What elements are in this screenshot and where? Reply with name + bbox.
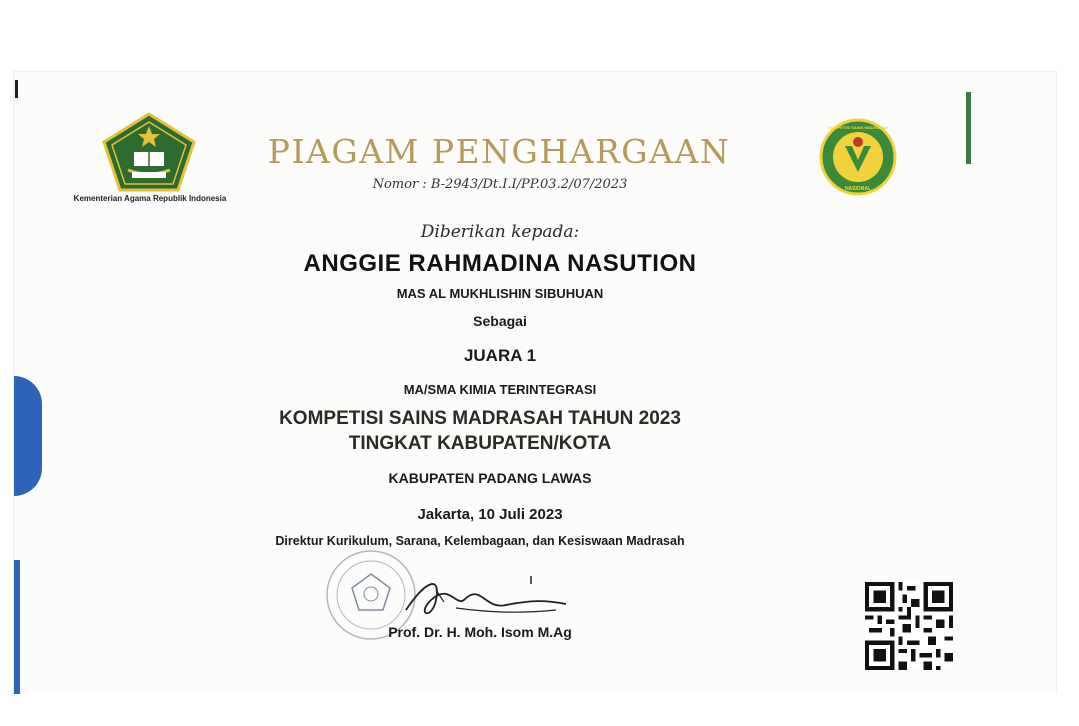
certificate-number: Nomor : B-2943/Dt.I.I/PP.03.2/07/2023 xyxy=(372,177,628,192)
ksm-logo-icon xyxy=(812,118,904,196)
kemenag-logo-icon xyxy=(100,112,198,192)
competition-category: MA/SMA KIMIA TERINTEGRASI xyxy=(403,382,597,397)
certificate-title: PIAGAM PENGHARGAAN xyxy=(267,132,731,171)
competition-level: TINGKAT KABUPATEN/KOTA xyxy=(348,433,612,454)
recipient-school: MAS AL MUKHLISHIN SIBUHUAN xyxy=(396,286,604,301)
border-mark xyxy=(15,80,18,98)
background-blue-edge-lower xyxy=(14,560,20,700)
ksm-logo-top-text: KOMPETISI SAINS MADRASAH xyxy=(828,125,888,130)
kemenag-caption: Kementerian Agama Republik Indonesia xyxy=(73,194,227,203)
given-to-label: Diberikan kepada: xyxy=(420,222,580,242)
rank: JUARA 1 xyxy=(463,346,537,365)
recipient-name: ANGGIE RAHMADINA NASUTION xyxy=(303,250,697,277)
qr-code-icon[interactable] xyxy=(862,582,956,670)
page-bottom-edge xyxy=(0,694,1079,726)
signer-name: Prof. Dr. H. Moh. Isom M.Ag xyxy=(388,624,572,640)
place-date: Jakarta, 10 Juli 2023 xyxy=(417,506,563,523)
ksm-logo-bottom-text: NASIONAL xyxy=(844,186,872,192)
background-blue-edge xyxy=(14,376,42,496)
director-title: Direktur Kurikulum, Sarana, Kelembagaan, dan Kesiswaan Madrasah xyxy=(275,534,685,548)
competition-name: KOMPETISI SAINS MADRASAH TAHUN 2023 xyxy=(279,408,681,429)
regency: KABUPATEN PADANG LAWAS xyxy=(388,470,592,486)
signature-icon xyxy=(396,570,576,630)
border-mark-green xyxy=(966,92,971,164)
as-label: Sebagai xyxy=(473,313,527,329)
